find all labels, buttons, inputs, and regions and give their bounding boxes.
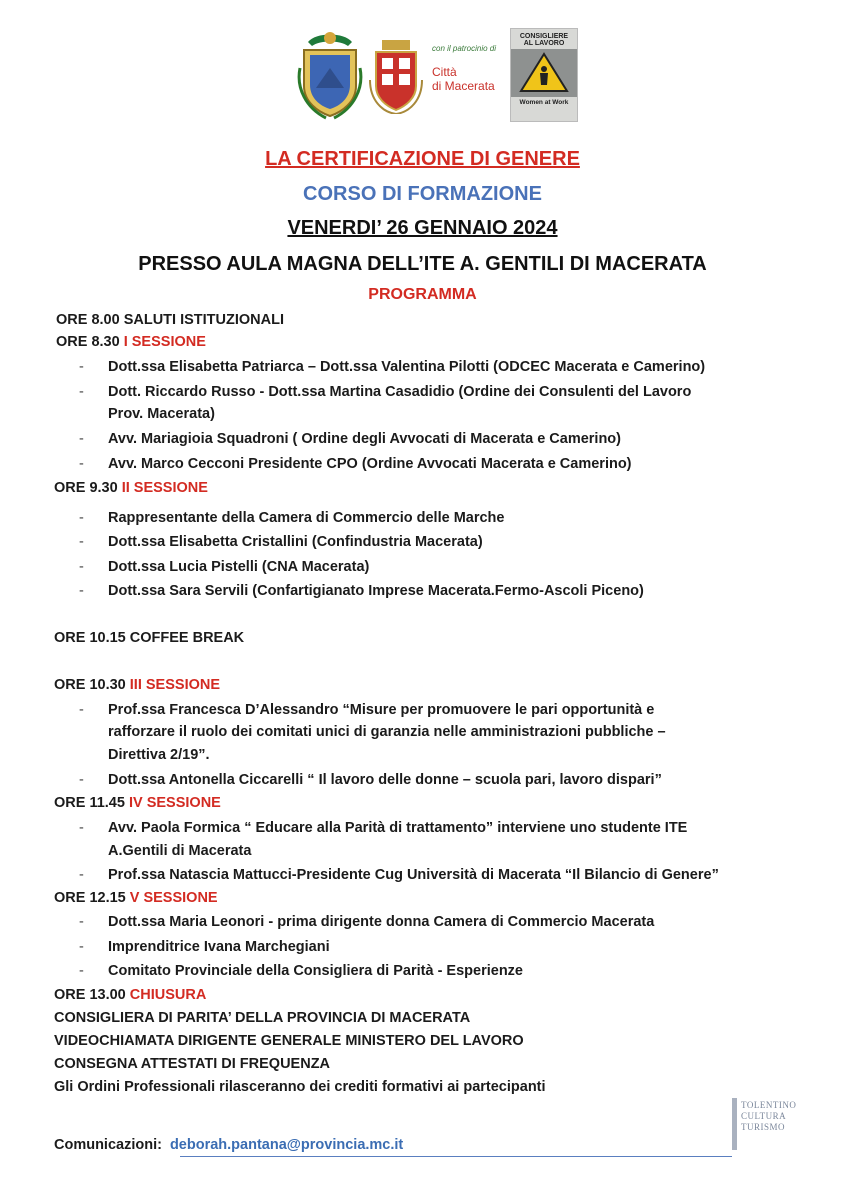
session-3-time: ORE 10.30	[54, 677, 130, 693]
email-underline	[180, 1156, 732, 1157]
session-2-heading	[54, 480, 208, 496]
list-item: - Dott.ssa Elisabetta Cristallini (Confindustria Macerata)	[79, 534, 483, 550]
list-item: - Dott.ssa Sara Servili (Confartigianato Imprese Macerata.Fermo-Ascoli Piceno)	[79, 583, 644, 599]
session-1-heading	[56, 334, 206, 350]
list-item: - Dott. Riccardo Russo - Dott.ssa Martina Casadidio (Ordine dei Consulenti del Lavoro	[79, 384, 692, 400]
list-item: - Dott.ssa Antonella Ciccarelli “ Il lavoro delle donne – scuola pari, lavoro dispari”	[79, 772, 662, 788]
list-item-continuation: rafforzare il ruolo dei comitati unici di garanzia nelle amministrazioni pubbliche –	[108, 724, 666, 740]
session-2-label: II SESSIONE	[121, 480, 208, 496]
session-4-label: IV SESSIONE	[128, 795, 221, 811]
session-4-time: ORE 11.45	[54, 795, 129, 811]
session-3-label: III SESSIONE	[129, 677, 221, 693]
logo-bar	[296, 28, 586, 120]
closing-line: VIDEOCHIAMATA DIRIGENTE GENERALE MINISTERO DEL LAVORO	[54, 1033, 524, 1049]
session-5-heading	[54, 890, 218, 906]
tolentino-logo: TOLENTINO CULTURA TURISMO	[732, 1098, 788, 1154]
communications-line	[54, 1137, 403, 1153]
closing-line: Gli Ordini Professionali rilasceranno dei crediti formativi ai partecipanti	[54, 1079, 546, 1095]
list-item: - Avv. Mariagioia Squadroni ( Ordine degli Avvocati di Macerata e Camerino)	[79, 431, 621, 447]
event-venue: PRESSO AULA MAGNA DELL’ITE A. GENTILI DI MACERATA	[138, 253, 707, 275]
provincia-crest-logo	[296, 28, 364, 122]
event-date: VENERDI’ 26 GENNAIO 2024	[287, 217, 558, 239]
patronage-text: con il patrocinio di Città di Macerata	[432, 44, 497, 93]
session-3-heading	[54, 677, 220, 693]
list-item: - Rappresentante della Camera di Commercio delle Marche	[79, 510, 505, 526]
session-5-label: V SESSIONE	[129, 890, 218, 906]
closing-heading	[54, 987, 206, 1003]
list-item: - Imprenditrice Ivana Marchegiani	[79, 939, 330, 955]
communications-label: Comunicazioni:	[54, 1137, 162, 1153]
session-5-time: ORE 12.15	[54, 890, 130, 906]
list-item: - Avv. Marco Cecconi Presidente CPO (Ordine Avvocati Macerata e Camerino)	[79, 456, 632, 472]
program-heading: PROGRAMMA	[368, 286, 477, 303]
event-subtitle: CORSO DI FORMAZIONE	[303, 183, 542, 205]
session-1-time: ORE 8.30	[56, 334, 124, 350]
event-title: LA CERTIFICAZIONE DI GENERE	[265, 148, 580, 170]
warning-sign-icon	[511, 49, 577, 97]
list-item: - Avv. Paola Formica “ Educare alla Parità di trattamento” interviene uno studente ITE	[79, 820, 688, 836]
session-4-heading	[54, 795, 221, 811]
list-item-continuation: Prov. Macerata)	[108, 406, 215, 422]
list-item: - Dott.ssa Lucia Pistelli (CNA Macerata)	[79, 559, 370, 575]
session-1-label: I SESSIONE	[123, 334, 206, 350]
list-item-continuation: Direttiva 2/19”.	[108, 747, 210, 763]
coffee-break-line: ORE 10.15 COFFEE BREAK	[54, 630, 245, 646]
consigliere-logo: CONSIGLIERE AL LAVORO Women at Work	[510, 28, 578, 122]
macerata-crest-logo	[366, 40, 426, 114]
closing-time: ORE 13.00	[54, 987, 130, 1003]
closing-line: CONSIGLIERA DI PARITA’ DELLA PROVINCIA DI MACERATA	[54, 1010, 471, 1026]
saluti-line: ORE 8.00 SALUTI ISTITUZIONALI	[56, 312, 284, 328]
list-item-continuation: A.Gentili di Macerata	[108, 843, 252, 859]
list-item: - Prof.ssa Natascia Mattucci-Presidente Cug Università di Macerata “Il Bilancio di Genere”	[79, 867, 719, 883]
session-2-time: ORE 9.30	[54, 480, 122, 496]
list-item: - Prof.ssa Francesca D’Alessandro “Misure per promuovere le pari opportunità e	[79, 702, 655, 718]
closing-line: CONSEGNA ATTESTATI DI FREQUENZA	[54, 1056, 331, 1072]
closing-label: CHIUSURA	[129, 987, 207, 1003]
list-item: - Dott.ssa Elisabetta Patriarca – Dott.ssa Valentina Pilotti (ODCEC Macerata e Camerino)	[79, 359, 706, 375]
list-item: - Comitato Provinciale della Consigliera di Parità - Esperienze	[79, 963, 523, 979]
list-item: - Dott.ssa Maria Leonori - prima dirigente donna Camera di Commercio Macerata	[79, 914, 655, 930]
contact-email-link[interactable]: deborah.pantana@provincia.mc.it	[169, 1137, 404, 1153]
